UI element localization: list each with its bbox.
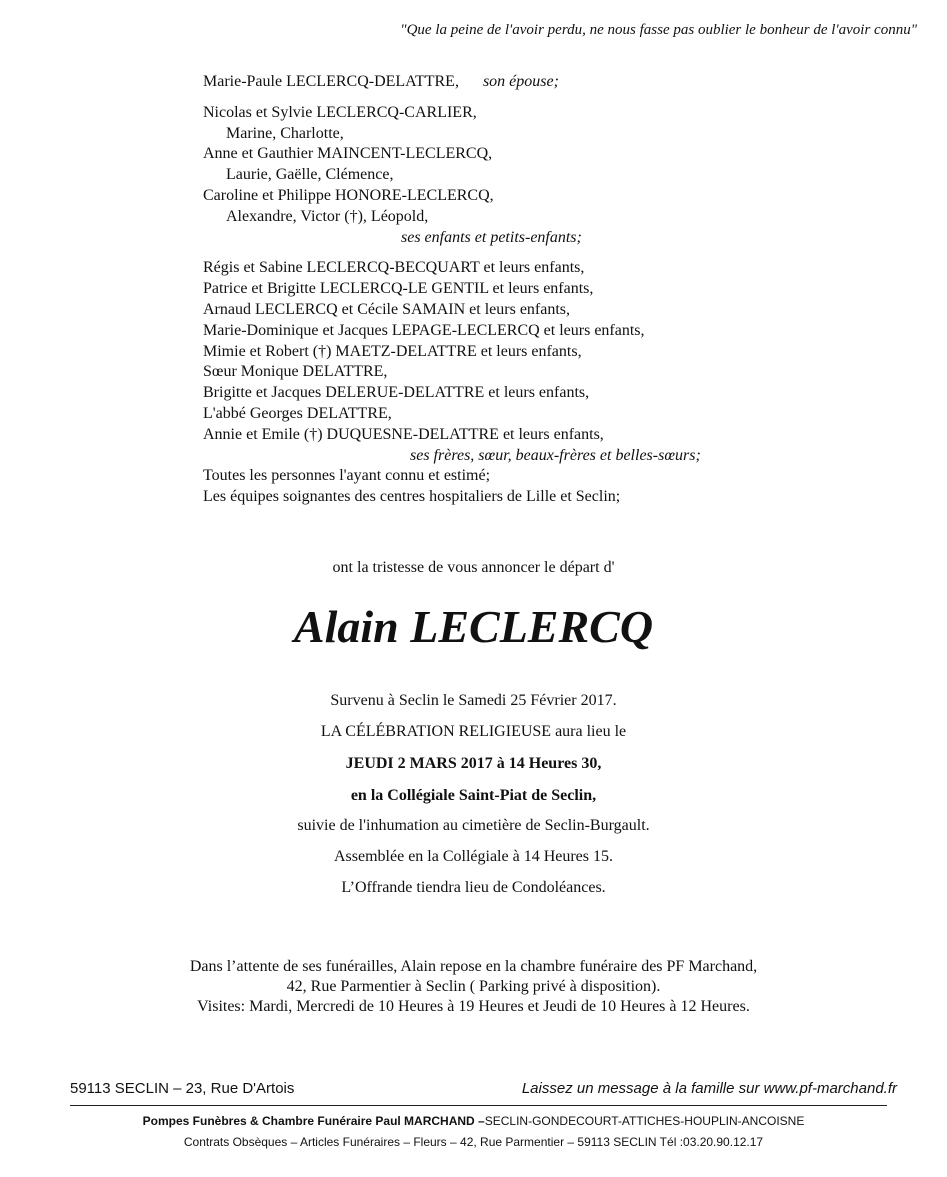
list-item: Alexandre, Victor (†), Léopold, (226, 207, 429, 225)
spouse-name: Marie-Paule LECLERCQ-DELATTRE, (203, 73, 459, 90)
list-item: Laurie, Gaëlle, Clémence, (226, 166, 394, 184)
children-relation: ses enfants et petits-enfants; (401, 228, 582, 246)
list-item: Sœur Monique DELATTRE, (203, 363, 388, 381)
burial-line: suivie de l'inhumation au cimetière de Seclin-Burgault. (297, 817, 650, 834)
visitation-line-1: Dans l’attente de ses funérailles, Alain repose en la chambre funéraire des PF Marchand, (189, 958, 758, 975)
list-item: Marie-Dominique et Jacques LEPAGE-LECLERCQ et leurs enfants, (203, 321, 645, 339)
footer-services-line: Contrats Obsèques – Articles Funéraires – Fleurs – 42, Rue Parmentier – 59113 SECLIN Tél :03.20.90.12.17 (183, 1135, 764, 1149)
offering-line: L’Offrande tiendra lieu de Condoléances. (341, 879, 606, 896)
list-item: L'abbé Georges DELATTRE, (203, 404, 392, 422)
ceremony-intro-line: LA CÉLÉBRATION RELIGIEUSE aura lieu le (320, 723, 627, 740)
list-item: Mimie et Robert (†) MAETZ-DELATTRE et leurs enfants, (203, 342, 582, 360)
death-date-line: Survenu à Seclin le Samedi 25 Février 2017. (330, 692, 617, 709)
list-item: Caroline et Philippe HONORE-LECLERCQ, (203, 186, 494, 204)
ceremony-date-line: JEUDI 2 MARS 2017 à 14 Heures 30, (345, 755, 602, 772)
visitation-line-3: Visites: Mardi, Mercredi de 10 Heures à 19 Heures et Jeudi de 10 Heures à 12 Heures. (197, 998, 750, 1015)
siblings-list (203, 258, 903, 466)
list-item: Brigitte et Jacques DELERUE-DELATTRE et leurs enfants, (203, 384, 590, 402)
footer-company-towns: SECLIN-GONDECOURT-ATTICHES-HOUPLIN-ANCOISNE (484, 1114, 805, 1128)
footer-divider (70, 1105, 887, 1106)
list-item: Régis et Sabine LECLERCQ-BECQUART et leurs enfants, (203, 259, 585, 277)
announcement-intro: ont la tristesse de vous annoncer le départ d' (332, 559, 615, 576)
ceremony-place-line: en la Collégiale Saint-Piat de Seclin, (350, 787, 597, 804)
list-item: Arnaud LECLERCQ et Cécile SAMAIN et leurs enfants, (203, 300, 571, 318)
children-list (203, 103, 903, 249)
spouse-row (203, 72, 903, 93)
assembly-line: Assemblée en la Collégiale à 14 Heures 15. (333, 848, 614, 865)
family-list (203, 72, 903, 508)
footer-company-name: Pompes Funèbres & Chambre Funéraire Paul MARCHAND – (142, 1114, 485, 1128)
footer-address: 59113 SECLIN – 23, Rue D'Artois (70, 1080, 295, 1097)
footer-website-message[interactable]: Laissez un message à la famille sur www.pf-marchand.fr (521, 1080, 897, 1097)
list-item: Annie et Emile (†) DUQUESNE-DELATTRE et leurs enfants, (203, 425, 604, 443)
spouse-relation: son épouse; (482, 73, 559, 90)
list-item: Nicolas et Sylvie LECLERCQ-CARLIER, (203, 103, 477, 121)
visitation-line-2: 42, Rue Parmentier à Seclin ( Parking privé à disposition). (286, 978, 661, 995)
list-item: Les équipes soignantes des centres hospitaliers de Lille et Seclin; (203, 488, 621, 506)
siblings-relation: ses frères, sœur, beaux-frères et belles-sœurs; (410, 446, 701, 464)
deceased-name: Alain LECLERCQ (293, 601, 654, 652)
footer-company-line (0, 1114, 947, 1128)
epigraph-quote: "Que la peine de l'avoir perdu, ne nous fasse pas oublier le bonheur de l'avoir connu" (400, 22, 917, 38)
list-item: Patrice et Brigitte LECLERCQ-LE GENTIL et leurs enfants, (203, 280, 594, 298)
list-item: Marine, Charlotte, (226, 124, 344, 142)
list-item: Anne et Gauthier MAINCENT-LECLERCQ, (203, 145, 493, 163)
list-item: Toutes les personnes l'ayant connu et estimé; (203, 467, 491, 485)
